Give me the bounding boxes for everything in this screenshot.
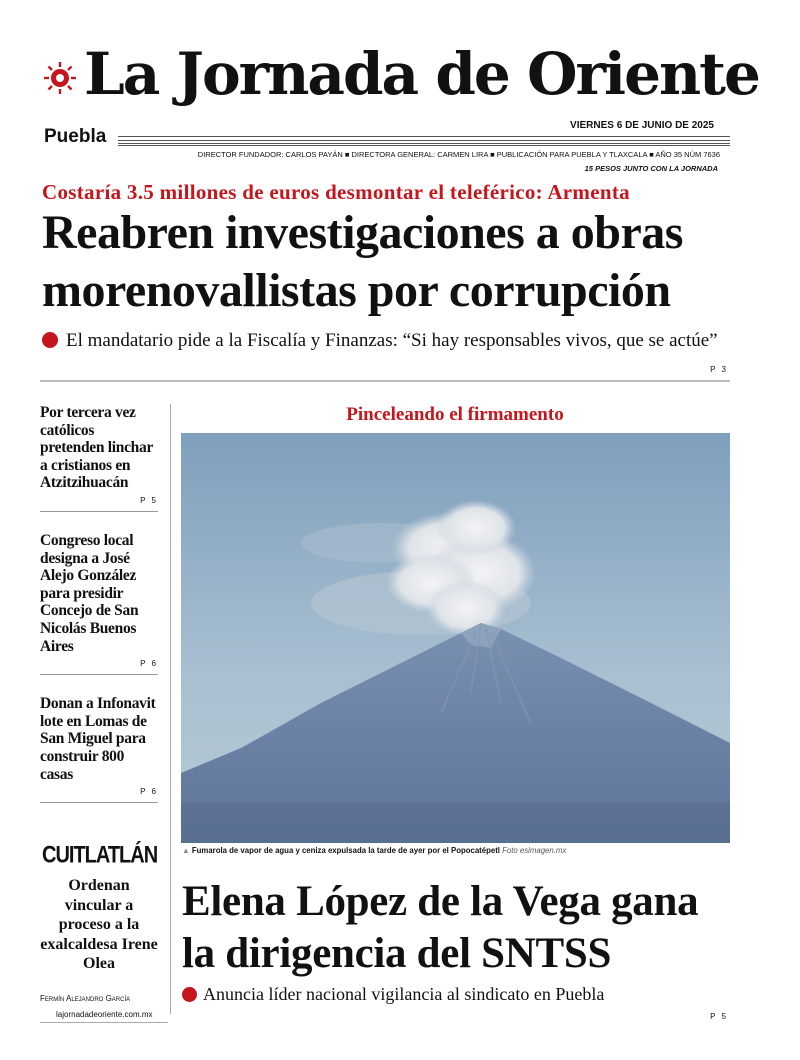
main-headline[interactable] — [42, 204, 742, 320]
volcano-illustration — [181, 433, 730, 843]
issue-date: VIERNES 6 DE JUNIO DE 2025 — [566, 120, 718, 131]
photo-credit: Foto esimagen.mx — [502, 846, 567, 855]
photo-title: Pinceleando el firmamento — [346, 404, 564, 425]
sidebar-story[interactable] — [40, 404, 158, 512]
column-title[interactable]: Ordenan vincular a proceso a la exalcaldesa Irene Olea — [40, 877, 158, 972]
second-headline-line2: la dirigencia del SNTSS — [182, 930, 612, 977]
second-deck — [182, 984, 742, 1005]
caption-text: Fumarola de vapor de agua y ceniza expulsada la tarde de ayer por el Popocatépetl — [191, 846, 500, 855]
sidebar-story[interactable] — [40, 695, 158, 803]
sidebar-story-page: P 6 — [140, 659, 158, 669]
column-rule — [40, 1022, 168, 1023]
section-divider — [40, 380, 730, 382]
sidebar-story-headline: Por tercera vez católicos pretenden linchar a cristianos en Atzitzihuacán — [40, 404, 153, 492]
sidebar-story-headline: Donan a Infonavit lote en Lomas de San Miguel para construir 800 casas — [40, 695, 156, 783]
bullet-dot-icon — [42, 332, 58, 348]
main-deck — [42, 330, 742, 352]
second-deck-text: Anuncia líder nacional vigilancia al sindicato en Puebla — [203, 984, 605, 1004]
masthead-rule — [118, 136, 730, 146]
sidebar-story-page: P 5 — [140, 495, 158, 505]
column-name[interactable]: CUITLATLÁN — [42, 842, 158, 869]
main-headline-line1: Reabren investigaciones a obras — [42, 206, 683, 259]
second-headline[interactable] — [182, 876, 742, 980]
price-line: 15 PESOS JUNTO CON LA JORNADA — [584, 164, 718, 173]
sidebar-story[interactable] — [40, 532, 158, 675]
column-author: Fermín Alejandro García — [40, 994, 131, 1003]
column-website[interactable]: lajornadadeoriente.com.mx — [56, 1010, 153, 1019]
second-page-ref: P 5 — [710, 1012, 728, 1021]
bullet-dot-icon — [182, 987, 197, 1002]
column-divider — [170, 404, 171, 1014]
main-deck-text: El mandatario pide a la Fiscalía y Finanzas: “Si hay responsables vivos, que se actúe” — [66, 330, 718, 351]
main-headline-line2: morenovallistas por corrupción — [42, 264, 671, 317]
photo-caption — [182, 846, 742, 855]
main-kicker[interactable]: Costaría 3.5 millones de euros desmontar el teleférico: Armenta — [42, 180, 630, 204]
second-headline-line1: Elena López de la Vega gana — [182, 878, 699, 925]
sidebar — [40, 404, 158, 823]
masthead-credits: DIRECTOR FUNDADOR: CARLOS PAYÁN ■ DIRECTORA GENERAL: CARMEN LIRA ■ PUBLICACIÓN PARA PUEBLA Y TLAXCALA ■ AÑO 35 NÚM 7636 — [197, 150, 720, 159]
sidebar-story-page: P 6 — [140, 787, 158, 797]
sidebar-story-headline: Congreso local designa a José Alejo González para presidir Concejo de San Nicolás Buenos Aires — [40, 531, 139, 655]
edition-label: Puebla — [44, 126, 107, 147]
newspaper-logo[interactable]: La Jornada de Oriente — [84, 40, 759, 108]
popocatepetl-photo[interactable] — [181, 433, 730, 843]
main-page-ref: P 3 — [710, 365, 728, 374]
caption-triangle-icon: ▲ — [182, 846, 190, 855]
